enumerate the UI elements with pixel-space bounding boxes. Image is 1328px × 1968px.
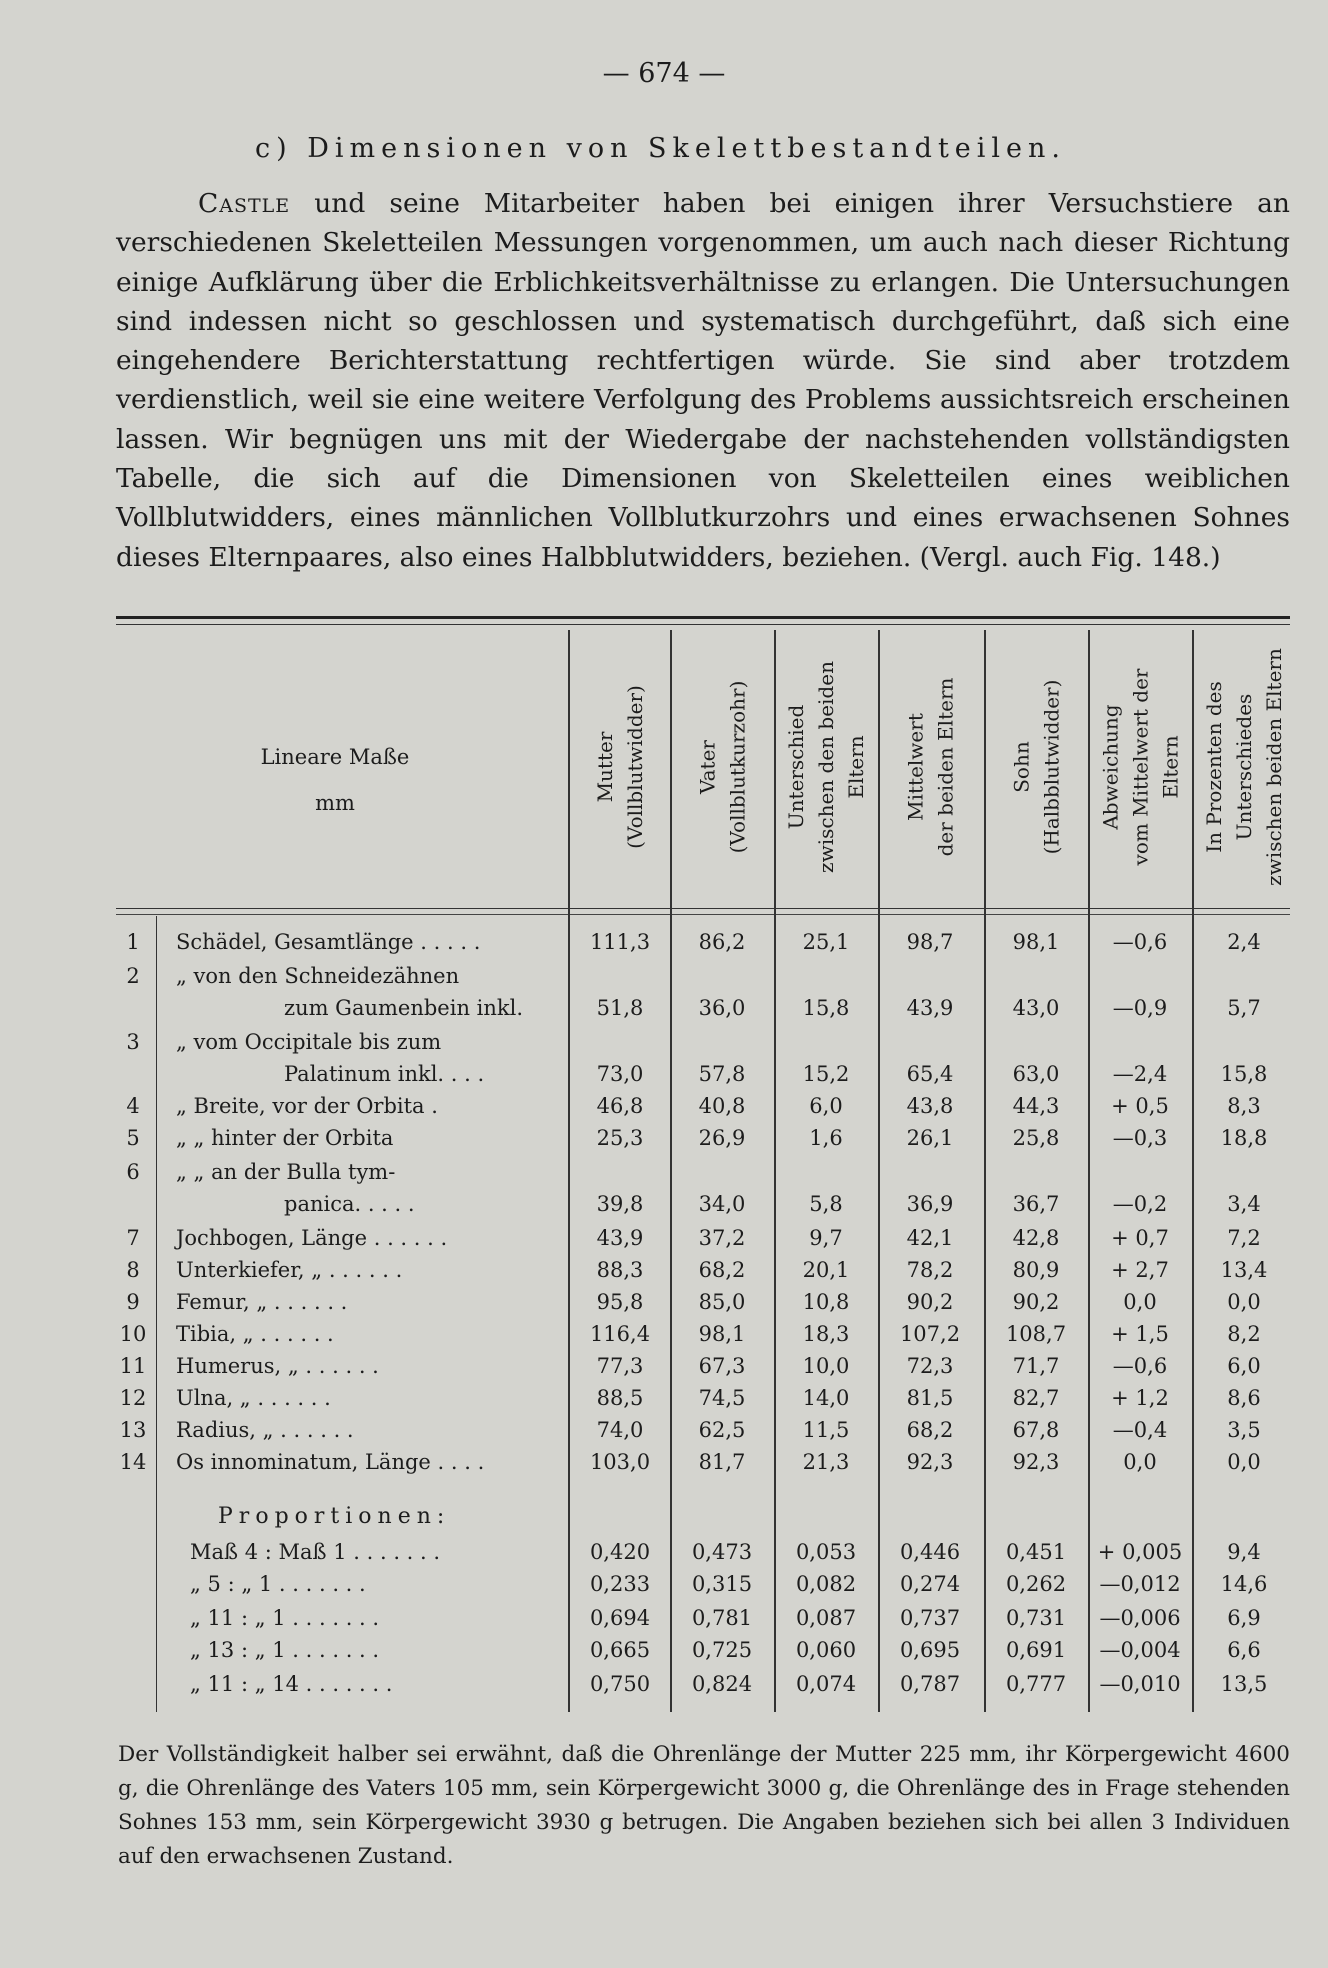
table-cell: 26,1 (906, 1126, 954, 1150)
table-cell: 88,5 (596, 1386, 644, 1410)
page-number: — 674 — (602, 58, 726, 89)
row-number: 7 (126, 1226, 140, 1250)
row-label-continued: Palatinum inkl. . . . (284, 1062, 485, 1086)
table-cell: 0,691 (1005, 1638, 1067, 1662)
table-cell: 88,3 (596, 1258, 644, 1282)
label-header-line1: Lineare Maße (260, 745, 410, 769)
table-cell: 51,8 (596, 996, 644, 1020)
table-cell: —0,004 (1099, 1638, 1181, 1662)
table-cell: 0,473 (691, 1540, 753, 1564)
table-cell: 9,4 (1227, 1540, 1261, 1564)
table-cell: 85,0 (698, 1290, 746, 1314)
column-header-line: Vater (695, 740, 719, 794)
table-cell: 63,0 (1012, 1062, 1060, 1086)
column-header-text (1006, 680, 1066, 855)
table-cell: 111,3 (589, 930, 651, 954)
column-header (672, 628, 772, 906)
table-cell: 0,446 (899, 1540, 961, 1564)
table-cell: + 0,5 (1111, 1094, 1169, 1118)
table-cell: 0,694 (589, 1606, 651, 1630)
table-cell: 107,2 (899, 1322, 961, 1346)
table-cell: 8,2 (1227, 1322, 1261, 1346)
row-label: „ „ an der Bulla tym- (176, 1160, 396, 1184)
table-cell: 6,0 (1227, 1354, 1261, 1378)
proportion-label: „ 11 : „ 14 . . . . . . . (190, 1672, 393, 1696)
row-label: Jochbogen, Länge . . . . . . (176, 1226, 448, 1250)
table-cell: 10,0 (802, 1354, 850, 1378)
row-label-continued: panica. . . . . (284, 1192, 415, 1216)
table-cell: 73,0 (596, 1062, 644, 1086)
table-cell: 10,8 (802, 1290, 850, 1314)
table-cell: 46,8 (596, 1094, 644, 1118)
table-cell: 74,5 (698, 1386, 746, 1410)
table-cell: —0,6 (1112, 930, 1168, 954)
table-cell: 0,777 (1005, 1672, 1067, 1696)
table-cell: 108,7 (1005, 1322, 1067, 1346)
label-header-line2: mm (315, 791, 355, 815)
table-cell: 103,0 (589, 1450, 651, 1474)
table-cell: + 2,7 (1111, 1258, 1169, 1282)
table-cell: 0,0 (1227, 1290, 1261, 1314)
table-cell: 14,0 (802, 1386, 850, 1410)
table-cell: 86,2 (698, 930, 746, 954)
table-cell: 80,9 (1012, 1258, 1060, 1282)
row-number: 5 (126, 1126, 140, 1150)
table-cell: 21,3 (802, 1450, 850, 1474)
table-cell: 90,2 (906, 1290, 954, 1314)
table-cell: 0,0 (1123, 1450, 1157, 1474)
proportions-title: Proportionen: (218, 1504, 451, 1529)
row-label: „ „ hinter der Orbita (176, 1126, 394, 1150)
proportion-label: Maß 4 : Maß 1 . . . . . . . (190, 1540, 441, 1564)
author-name: Castle (198, 188, 291, 219)
intro-paragraph (116, 184, 1290, 577)
table-cell: 78,2 (906, 1258, 954, 1282)
row-label: Radius, „ . . . . . . (176, 1418, 354, 1442)
row-number: 14 (119, 1450, 147, 1474)
table-cell: 0,725 (691, 1638, 753, 1662)
row-number: 6 (126, 1160, 140, 1184)
column-header-line: zwischen den beiden (814, 661, 838, 873)
table-cell: —0,006 (1099, 1606, 1181, 1630)
table-cell: 25,1 (802, 930, 850, 954)
column-header (880, 628, 980, 906)
table-cell: —0,012 (1099, 1572, 1181, 1596)
table-cell: 82,7 (1012, 1386, 1060, 1410)
row-label: „ von den Schneidezähnen (176, 964, 460, 988)
table-cell: 15,8 (802, 996, 850, 1020)
row-label: „ Breite, vor der Orbita . (176, 1094, 438, 1118)
table-cell: 8,6 (1227, 1386, 1261, 1410)
table-cell: 0,665 (589, 1638, 651, 1662)
row-label: Ulna, „ . . . . . . (176, 1386, 331, 1410)
table-cell: 42,8 (1012, 1226, 1060, 1250)
table-cell: 0,082 (795, 1572, 857, 1596)
column-header-line: der beiden Eltern (933, 677, 957, 857)
table-cell: 116,4 (589, 1322, 651, 1346)
table-cell: 5,7 (1227, 996, 1261, 1020)
column-header-line: Mittelwert (903, 713, 927, 821)
column-header-text (590, 685, 650, 849)
table-cell: 0,750 (589, 1672, 651, 1696)
table-cell: 26,9 (698, 1126, 746, 1150)
column-header-text (900, 678, 960, 857)
table-cell: 44,3 (1012, 1094, 1060, 1118)
column-header-line: Unterschiedes (1232, 693, 1257, 841)
column-header-line: Mutter (593, 731, 617, 803)
proportion-label: „ 13 : „ 1 . . . . . . . (190, 1638, 380, 1662)
table-cell: 6,9 (1227, 1606, 1261, 1630)
table-cell: 74,0 (596, 1418, 644, 1442)
table-cell: 34,0 (698, 1192, 746, 1216)
table-cell: 92,3 (1012, 1450, 1060, 1474)
table-cell: 14,6 (1220, 1572, 1268, 1596)
column-header (986, 628, 1086, 906)
table-cell: + 0,005 (1097, 1540, 1183, 1564)
table-cell: —0,4 (1112, 1418, 1168, 1442)
table-cell: —0,9 (1112, 996, 1168, 1020)
column-header-line: (Vollblutkurzohr) (725, 680, 749, 854)
table-cell: 25,8 (1012, 1126, 1060, 1150)
table-cell: 0,0 (1123, 1290, 1157, 1314)
column-header (1194, 628, 1294, 906)
label-column-header (160, 734, 510, 826)
table-cell: 0,824 (691, 1672, 753, 1696)
table-cell: 36,9 (906, 1192, 954, 1216)
table-cell: 0,451 (1005, 1540, 1067, 1564)
row-number: 4 (126, 1094, 140, 1118)
table-cell: —0,2 (1112, 1192, 1168, 1216)
table-cell: + 1,2 (1111, 1386, 1169, 1410)
table-cell: —0,6 (1112, 1354, 1168, 1378)
table-cell: 0,262 (1005, 1572, 1067, 1596)
table-cell: 0,695 (899, 1638, 961, 1662)
table-cell: 13,5 (1220, 1672, 1268, 1696)
row-number: 9 (126, 1290, 140, 1314)
table-cell: 15,2 (802, 1062, 850, 1086)
table-cell: 81,5 (906, 1386, 954, 1410)
table-cell: 95,8 (596, 1290, 644, 1314)
column-header-text (1199, 648, 1289, 886)
table-cell: 62,5 (698, 1418, 746, 1442)
table-cell: 43,9 (906, 996, 954, 1020)
table-cell: —0,010 (1099, 1672, 1181, 1696)
column-header-text (781, 661, 871, 873)
table-cell: 8,3 (1227, 1094, 1261, 1118)
table-cell: 65,4 (906, 1062, 954, 1086)
column-header-line: (Vollblutwidder) (623, 685, 647, 849)
table-cell: —0,3 (1112, 1126, 1168, 1150)
table-cell: 72,3 (906, 1354, 954, 1378)
table-cell: + 1,5 (1111, 1322, 1169, 1346)
table-cell: 18,8 (1220, 1126, 1268, 1150)
table-cell: 98,7 (906, 930, 954, 954)
table-cell: 0,0 (1227, 1450, 1261, 1474)
table-cell: 0,233 (589, 1572, 651, 1596)
table-cell: 98,1 (698, 1322, 746, 1346)
row-label: Unterkiefer, „ . . . . . . (176, 1258, 403, 1282)
table-cell: 67,8 (1012, 1418, 1060, 1442)
table-cell: 36,0 (698, 996, 746, 1020)
table-cell: 0,737 (899, 1606, 961, 1630)
table-cell: 43,8 (906, 1094, 954, 1118)
table-cell: 25,3 (596, 1126, 644, 1150)
table-cell: 68,2 (906, 1418, 954, 1442)
table-cell: 71,7 (1012, 1354, 1060, 1378)
row-number: 12 (119, 1386, 147, 1410)
table-cell: 37,2 (698, 1226, 746, 1250)
table-cell: 39,8 (596, 1192, 644, 1216)
table-cell: 0,731 (1005, 1606, 1067, 1630)
table-cell: 0,274 (899, 1572, 961, 1596)
table-header-rule-thin (116, 914, 1290, 915)
table-cell: 9,7 (809, 1226, 843, 1250)
row-label-continued: zum Gaumenbein inkl. (284, 996, 524, 1020)
table-top-rule-thin (116, 624, 1290, 625)
column-header-line: Unterschied (784, 704, 808, 830)
row-label: Os innominatum, Länge . . . . (176, 1450, 485, 1474)
table-cell: 81,7 (698, 1450, 746, 1474)
table-cell: 67,3 (698, 1354, 746, 1378)
table-cell: 20,1 (802, 1258, 850, 1282)
table-cell: 77,3 (596, 1354, 644, 1378)
row-number: 8 (126, 1258, 140, 1282)
table-cell: 5,8 (809, 1192, 843, 1216)
table-cell: 90,2 (1012, 1290, 1060, 1314)
row-label: „ vom Occipitale bis zum (176, 1030, 442, 1054)
row-number: 3 (126, 1030, 140, 1054)
row-number: 11 (119, 1354, 147, 1378)
table-cell: 0,420 (589, 1540, 651, 1564)
table-cell: 3,4 (1227, 1192, 1261, 1216)
column-header-line: Sohn (1009, 741, 1033, 793)
column-header (570, 628, 670, 906)
column-header (1090, 628, 1190, 906)
row-number: 2 (126, 964, 140, 988)
column-header-text (692, 681, 752, 854)
footnote: Der Vollständigkeit halber sei erwähnt, daß die Ohrenlänge der Mutter 225 mm, ihr Körpergewicht 4600 g, die Ohrenlänge des Vaters 105 mm, sein Körpergewicht 3000 g, die Ohrenlänge des in Frage stehenden Sohnes 153 mm, sein Körpergewicht 3930 g betrugen. Die Angaben beziehen sich bei allen 3 Individuen auf den erwachsenen Zustand. (118, 1742, 1290, 1869)
table-cell: 3,5 (1227, 1418, 1261, 1442)
row-label: Humerus, „ . . . . . . (176, 1354, 379, 1378)
row-number: 1 (126, 930, 140, 954)
row-label: Femur, „ . . . . . . (176, 1290, 348, 1314)
column-header-line: In Prozenten des (1202, 681, 1227, 853)
table-cell: 0,074 (795, 1672, 857, 1696)
row-label: Schädel, Gesamtlänge . . . . . (176, 930, 481, 954)
table-cell: 0,087 (795, 1606, 857, 1630)
column-header-line: (Halbblutwidder) (1039, 679, 1063, 855)
proportion-label: „ 11 : „ 1 . . . . . . . (190, 1606, 380, 1630)
section-heading: c) Dimensionen von Skelettbestandteilen. (255, 133, 1066, 164)
table-cell: + 0,7 (1111, 1226, 1169, 1250)
table-cell: 0,060 (795, 1638, 857, 1662)
table-cell: 40,8 (698, 1094, 746, 1118)
column-header-line: zwischen beiden Eltern (1262, 648, 1287, 886)
table-cell: 15,8 (1220, 1062, 1268, 1086)
column-header-line: Eltern (844, 735, 868, 799)
table-cell: 43,9 (596, 1226, 644, 1250)
table-cell: 42,1 (906, 1226, 954, 1250)
table-cell: 7,2 (1227, 1226, 1261, 1250)
table-cell: 2,4 (1227, 930, 1261, 954)
table-cell: 0,315 (691, 1572, 753, 1596)
table-cell: 11,5 (802, 1418, 850, 1442)
table-header-rule (116, 908, 1290, 909)
table-cell: 43,0 (1012, 996, 1060, 1020)
table-cell: 36,7 (1012, 1192, 1060, 1216)
row-number: 10 (119, 1322, 147, 1346)
table-cell: 0,781 (691, 1606, 753, 1630)
table-cell: 18,3 (802, 1322, 850, 1346)
row-label: Tibia, „ . . . . . . (176, 1322, 334, 1346)
table-cell: 13,4 (1220, 1258, 1268, 1282)
column-header-line: vom Mittelwert der (1128, 668, 1153, 866)
column-header-line: Eltern (1158, 735, 1183, 799)
table-cell: —2,4 (1112, 1062, 1168, 1086)
table-top-rule (116, 616, 1290, 619)
table-column-divider (156, 916, 157, 1712)
column-header (776, 628, 876, 906)
table-cell: 1,6 (809, 1126, 843, 1150)
table-cell: 6,0 (809, 1094, 843, 1118)
table-cell: 57,8 (698, 1062, 746, 1086)
table-cell: 68,2 (698, 1258, 746, 1282)
row-number: 13 (119, 1418, 147, 1442)
table-cell: 92,3 (906, 1450, 954, 1474)
table-cell: 0,787 (899, 1672, 961, 1696)
column-header-line: Abweichung (1098, 704, 1123, 830)
table-cell: 98,1 (1012, 930, 1060, 954)
table-cell: 6,6 (1227, 1638, 1261, 1662)
column-header-text (1095, 669, 1185, 866)
proportion-label: „ 5 : „ 1 . . . . . . . (190, 1572, 366, 1596)
intro-text: und seine Mitarbeiter haben bei einigen ihrer Versuchstiere an verschiedenen Skeletteilen Messungen vorgenommen, um auch nach dieser Richtung einige Aufklärung über die Erblichkeitsverhältnisse zu erlangen. Die Untersuchungen sind indessen nicht so geschlossen und systematisch durchgeführt, daß sich eine eingehendere Berichterstattung rechtfertigen würde. Sie sind aber trotzdem verdienstlich, weil sie eine weitere Verfolgung des Problems aussichtsreich erscheinen lassen. Wir begnügen uns mit der Wiedergabe der nachstehenden vollständigsten Tabelle, die sich auf die Dimensionen von Skeletteilen eines weiblichen Vollblutwidders, eines männlichen Vollblutkurzohrs und eines erwachsenen Sohnes dieses Elternpaares, also eines Halbblutwidders, beziehen. (Vergl. auch Fig. 148.) (116, 188, 1290, 573)
table-cell: 0,053 (795, 1540, 857, 1564)
